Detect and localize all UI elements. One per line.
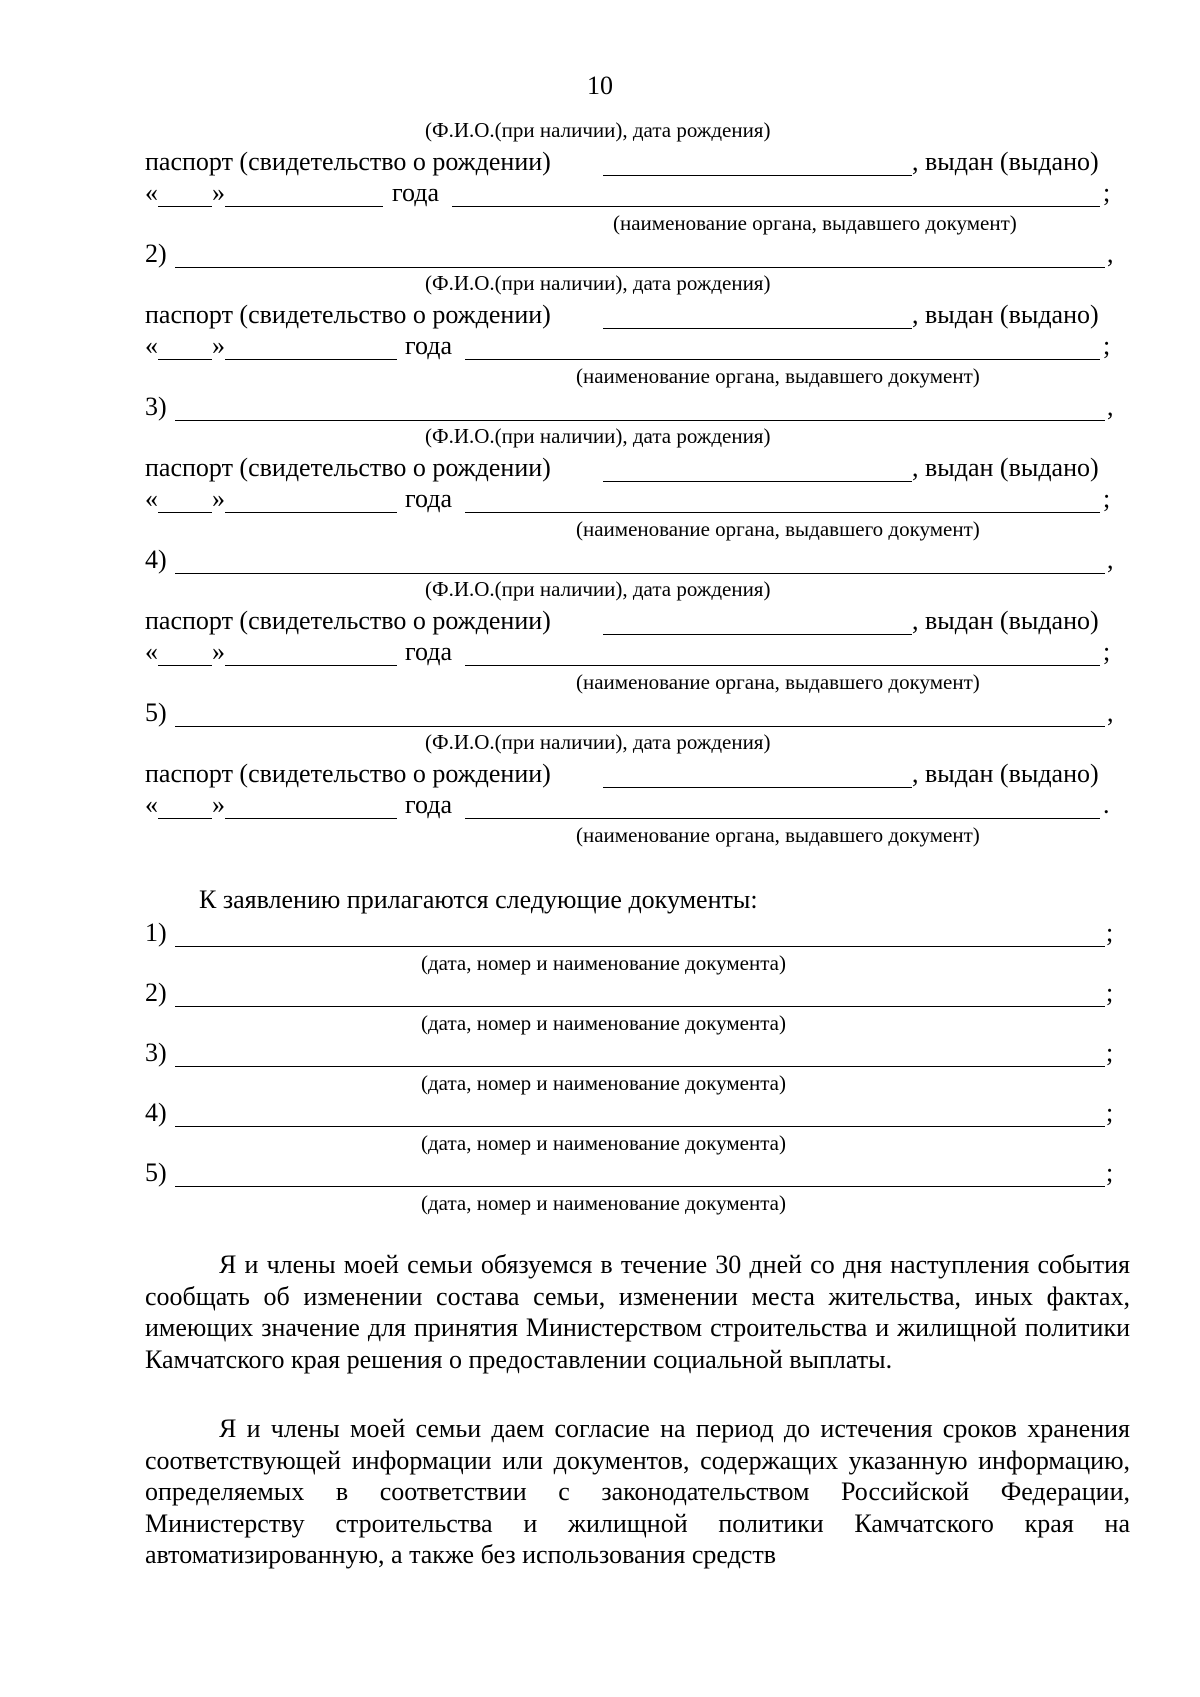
issue-month-field[interactable] — [225, 512, 397, 513]
member-name-field[interactable] — [175, 573, 1105, 574]
attachment-caption: (дата, номер и наименование документа) — [421, 1191, 786, 1215]
passport-label: паспорт (свидетельство о рождении) — [145, 300, 551, 329]
line-end: ; — [1103, 331, 1111, 360]
year-label: года — [405, 637, 453, 666]
attachment-number: 2) — [145, 978, 167, 1007]
quote-close: » — [212, 637, 225, 666]
authority-caption: (наименование органа, выдавшего документ) — [576, 364, 980, 388]
issuing-authority-field[interactable] — [465, 818, 1100, 819]
authority-caption: (наименование органа, выдавшего документ) — [576, 670, 980, 694]
attachment-caption: (дата, номер и наименование документа) — [421, 1011, 786, 1035]
member-comma: , — [1107, 545, 1114, 574]
passport-label: паспорт (свидетельство о рождении) — [145, 606, 551, 635]
issue-month-field[interactable] — [225, 665, 397, 666]
attachment-number: 4) — [145, 1098, 167, 1127]
quote-close: » — [212, 331, 225, 360]
fio-caption: (Ф.И.О.(при наличии), дата рождения) — [425, 118, 771, 142]
member-name-field[interactable] — [175, 267, 1105, 268]
attachment-field[interactable] — [175, 1006, 1105, 1007]
passport-label: паспорт (свидетельство о рождении) — [145, 453, 551, 482]
line-end: ; — [1103, 484, 1111, 513]
authority-caption: (наименование органа, выдавшего документ) — [576, 517, 980, 541]
issuing-authority-field[interactable] — [452, 206, 1100, 207]
issuing-authority-field[interactable] — [465, 359, 1100, 360]
line-end: ; — [1103, 637, 1111, 666]
issue-month-field[interactable] — [225, 206, 383, 207]
issue-month-field[interactable] — [225, 818, 397, 819]
quote-open: « — [145, 178, 158, 207]
attachment-caption: (дата, номер и наименование документа) — [421, 951, 786, 975]
member-number: 2) — [145, 239, 167, 268]
issued-label: , выдан (выдано) — [912, 147, 1099, 176]
attachment-number: 5) — [145, 1158, 167, 1187]
issue-month-field[interactable] — [225, 359, 397, 360]
line-end: . — [1103, 790, 1110, 819]
consent-paragraph — [145, 1413, 1130, 1571]
year-label: года — [405, 331, 453, 360]
attachment-field[interactable] — [175, 1066, 1105, 1067]
fio-caption: (Ф.И.О.(при наличии), дата рождения) — [425, 271, 771, 295]
quote-open: « — [145, 484, 158, 513]
year-label: года — [405, 484, 453, 513]
fio-caption: (Ф.И.О.(при наличии), дата рождения) — [425, 424, 771, 448]
quote-close: » — [212, 484, 225, 513]
member-comma: , — [1107, 698, 1114, 727]
member-name-field[interactable] — [175, 420, 1105, 421]
member-name-field[interactable] — [175, 726, 1105, 727]
quote-close: » — [212, 790, 225, 819]
issue-day-field[interactable] — [158, 818, 212, 819]
attachment-caption: (дата, номер и наименование документа) — [421, 1071, 786, 1095]
passport-number-field[interactable] — [603, 328, 912, 329]
issued-label: , выдан (выдано) — [912, 453, 1099, 482]
attachment-caption: (дата, номер и наименование документа) — [421, 1131, 786, 1155]
attachment-field[interactable] — [175, 1126, 1105, 1127]
quote-close: » — [212, 178, 225, 207]
passport-label: паспорт (свидетельство о рождении) — [145, 147, 551, 176]
member-number: 4) — [145, 545, 167, 574]
line-end: ; — [1106, 918, 1114, 947]
attachment-field[interactable] — [175, 1186, 1105, 1187]
attachment-number: 1) — [145, 918, 167, 947]
passport-number-field[interactable] — [603, 175, 912, 176]
issue-day-field[interactable] — [158, 665, 212, 666]
issued-label: , выдан (выдано) — [912, 759, 1099, 788]
line-end: ; — [1106, 1158, 1114, 1187]
member-number: 3) — [145, 392, 167, 421]
consent-text: Я и члены моей семьи даем согласие на период до истечения сроков хранения соответствующей информации или документов, содержащих указанную информацию, определяемых в соответствии с законодательством Российской Федерации, Министерству строительства и жилищной политики Камчатского края на автоматизированную, а также без использования средств — [145, 1414, 1130, 1569]
obligation-text: Я и члены моей семьи обязуемся в течение 30 дней со дня наступления события сообщать об изменении состава семьи, изменении места жительства, иных фактах, имеющих значение для принятия Министерством строительства и жилищной политики Камчатского края решения о предоставлении социальной выплаты. — [145, 1250, 1130, 1374]
passport-number-field[interactable] — [603, 634, 912, 635]
member-comma: , — [1107, 392, 1114, 421]
attachments-heading: К заявлению прилагаются следующие документы: — [199, 885, 758, 914]
quote-open: « — [145, 637, 158, 666]
line-end: ; — [1106, 1098, 1114, 1127]
passport-number-field[interactable] — [603, 481, 912, 482]
issue-day-field[interactable] — [158, 206, 212, 207]
year-label: года — [392, 178, 440, 207]
issuing-authority-field[interactable] — [465, 512, 1100, 513]
quote-open: « — [145, 331, 158, 360]
issued-label: , выдан (выдано) — [912, 606, 1099, 635]
passport-number-field[interactable] — [603, 787, 912, 788]
issue-day-field[interactable] — [158, 512, 212, 513]
attachment-field[interactable] — [175, 946, 1105, 947]
line-end: ; — [1103, 178, 1111, 207]
authority-caption: (наименование органа, выдавшего документ) — [576, 823, 980, 847]
year-label: года — [405, 790, 453, 819]
quote-open: « — [145, 790, 158, 819]
authority-caption: (наименование органа, выдавшего документ) — [613, 211, 1017, 235]
line-end: ; — [1106, 978, 1114, 1007]
issuing-authority-field[interactable] — [465, 665, 1100, 666]
line-end: ; — [1106, 1038, 1114, 1067]
fio-caption: (Ф.И.О.(при наличии), дата рождения) — [425, 577, 771, 601]
issue-day-field[interactable] — [158, 359, 212, 360]
member-comma: , — [1107, 239, 1114, 268]
passport-label: паспорт (свидетельство о рождении) — [145, 759, 551, 788]
issued-label: , выдан (выдано) — [912, 300, 1099, 329]
page-number: 10 — [587, 71, 613, 100]
fio-caption: (Ф.И.О.(при наличии), дата рождения) — [425, 730, 771, 754]
obligation-paragraph — [145, 1249, 1130, 1375]
member-number: 5) — [145, 698, 167, 727]
attachment-number: 3) — [145, 1038, 167, 1067]
